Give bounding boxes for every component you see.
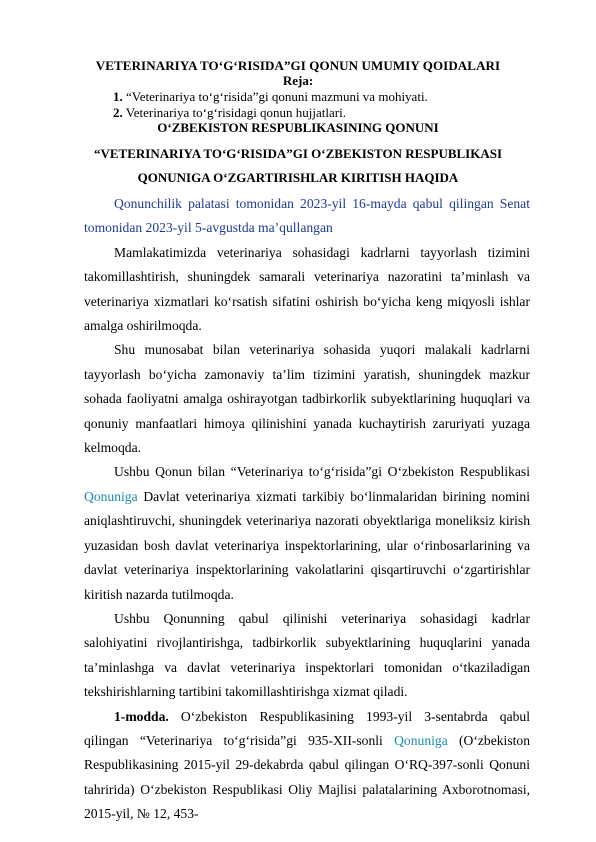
paragraph-5-start: O‘zbekiston Respublikasining 1993-yil 3-sentabrda qabul qilingan “Veterinariya to‘g‘risida”gi 935-XII-sonli	[84, 708, 530, 748]
plan-item	[113, 105, 346, 120]
paragraph-3-end: Davlat veterinariya xizmati tarkibiy bo‘linmalaridan birining nomini aniqlashtiruvchi, shuningdek veterinariya nazorati obyektlariga moneliksiz kirish yuzasidan bosh davlat veterinariya inspektorlarining, ular o‘rinbosarlarining va davlat veterinariya inspektorlarining vakolatlarini qisqartiruvchi o‘zgartirishlar kiritish nazarda tutilmoqda.	[84, 488, 530, 602]
paragraph-1: Mamlakatimizda veterinariya sohasidagi kadrlarni tayyorlash tizimini takomillashtirish, shuningdek samarali veterinariya nazoratini ta’minlash va veterinariya xizmatlari ko‘rsatish sifatini oshirish bo‘yicha keng miqyosli ishlar amalga oshirilmoqda.	[84, 244, 530, 334]
adoption-note: Qonunchilik palatasi tomonidan 2023-yil 16-mayda qabul qilingan Senat tomonidan 2023-yil 5-avgustda ma’qullangan	[84, 196, 530, 236]
paragraph-5	[84, 705, 530, 827]
paragraph-3	[84, 460, 530, 606]
plan-item-number: 1.	[113, 89, 123, 104]
plan-item	[113, 89, 428, 104]
law-heading-1: O‘ZBEKISTON RESPUBLIKASINING QONUNI	[157, 120, 439, 135]
law-heading-2: “VETERINARIYA TO‘G‘RISIDA”GI O‘ZBEKISTON RESPUBLIKASI	[93, 146, 503, 161]
document-title: VETERINARIYA TO‘G‘RISIDA”GI QONUN UMUMIY QOIDALARI	[95, 58, 501, 73]
law-link[interactable]: Qonuniga	[84, 488, 138, 504]
article-label: 1-modda.	[114, 708, 169, 724]
paragraph-2: Shu munosabat bilan veterinariya sohasida yuqori malakali kadrlarni tayyorlash bo‘yicha zamonaviy ta’lim tizimini yaratish, shuningdek mazkur sohada faoliyatni amalga oshirayotgan tadbirkorlik subyektlarining huquqlari va qonuniy manfaatlari himoya qilinishini yanada kuchaytirish zaruriyati yuzaga kelmoqda.	[84, 342, 530, 456]
document-body	[84, 192, 530, 827]
plan-item-text: Veterinariya to‘g‘risidagi qonun hujjatlari.	[125, 105, 346, 120]
paragraph-3-start: Ushbu Qonun bilan “Veterinariya to‘g‘risida”gi O‘zbekiston Respublikasi	[114, 464, 530, 480]
plan-item-number: 2.	[113, 105, 123, 120]
paragraph-4: Ushbu Qonunning qabul qilinishi veterinariya sohasidagi kadrlar salohiyatini rivojlantirishga, tadbirkorlik subyektlarining huquqlarini yanada ta’minlashga va davlat veterinariya inspektorlari tomonidan o‘tkaziladigan tekshirishlarning tartibini takomillashtirishga xizmat qiladi.	[84, 610, 530, 700]
paragraph-5-end: (O‘zbekiston Respublikasining 2015-yil 29-dekabrda qabul qilingan O‘RQ-397-sonli Qonuni tahririda) O‘zbekiston Respublikasi Oliy Majlisi palatalarining Axborotnomasi, 2015-yil, № 12, 453-	[84, 732, 530, 822]
law-heading-3: QONUNIGA O‘ZGARTIRISHLAR KIRITISH HAQIDA	[137, 170, 459, 185]
plan-heading: Reja:	[282, 73, 314, 88]
plan-item-text: “Veterinariya to‘g‘risida”gi qonuni mazmuni va mohiyati.	[126, 89, 428, 104]
law-link[interactable]: Qonuniga	[394, 732, 448, 748]
